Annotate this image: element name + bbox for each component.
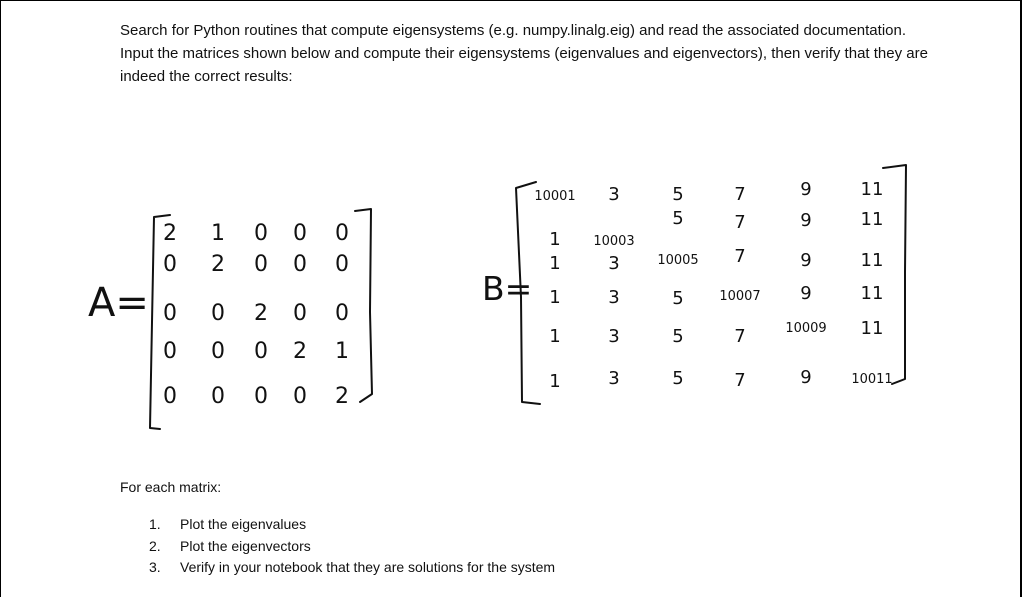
matrix-b-entry: 11 [860, 318, 884, 339]
matrix-b-entry: 11 [860, 209, 884, 230]
matrix-b-entry: 3 [608, 287, 620, 308]
matrix-a-right-bracket [355, 209, 372, 402]
matrix-b-label: B= [482, 269, 533, 308]
matrix-b-entry: 7 [734, 212, 746, 233]
matrix-a-entry: 0 [293, 384, 307, 409]
matrix-a-entry: 0 [254, 384, 268, 409]
matrix-a-entry: 0 [335, 221, 349, 246]
task-number: 2. [149, 537, 161, 554]
matrix-b-entry: 9 [800, 179, 812, 200]
matrix-b-entry: 5 [672, 368, 684, 389]
matrix-b-entry: 1 [549, 326, 561, 347]
matrix-b-entry: 5 [672, 288, 684, 309]
task-number: 1. [149, 516, 161, 532]
matrix-a-entry: 2 [293, 339, 307, 364]
task-item [149, 557, 555, 579]
matrix-a-entry: 2 [211, 252, 225, 277]
task-item [149, 514, 555, 536]
matrix-b-entry: 5 [672, 326, 684, 347]
matrix-a-entry: 0 [163, 339, 177, 364]
matrix-b-entry: 3 [608, 326, 620, 347]
intro-paragraph: Search for Python routines that compute eigensystems (e.g. numpy.linalg.eig) and read the associated documentation. Input the matrices shown below and compute their eigensystems (eigenvalues and eigenvectors), then verify that they are indeed the correct results: [120, 22, 928, 85]
task-text: Verify in your notebook that they are solutions for the system [180, 559, 556, 575]
matrix-b-entry: 7 [734, 370, 746, 391]
matrix-b-entry: 11 [860, 179, 884, 200]
matrix-a-entry: 1 [335, 339, 349, 364]
matrix-b-entry: 10011 [851, 372, 893, 387]
matrix-a-entry: 2 [163, 221, 177, 246]
matrix-b-entry: 9 [800, 367, 812, 388]
matrix-b-right-bracket [883, 165, 906, 384]
matrix-a-entry: 0 [254, 221, 268, 246]
matrix-a-entry: 0 [293, 252, 307, 277]
matrix-a-entry: 0 [163, 252, 177, 277]
matrix-a-entry: 0 [211, 339, 225, 364]
matrix-b-entry: 3 [608, 368, 620, 389]
matrix-b-entry: 7 [734, 246, 746, 267]
matrix-b-entry: 1 [549, 229, 561, 250]
matrix-a [88, 209, 372, 429]
matrix-a-entry: 0 [163, 301, 177, 326]
matrix-b-entry: 7 [734, 326, 746, 347]
matrix-b-entry: 9 [800, 250, 812, 271]
task-text: Plot the eigenvalues [180, 516, 307, 532]
matrix-a-entry: 0 [163, 384, 177, 409]
task-item [149, 536, 555, 558]
matrix-b-entry: 3 [608, 253, 620, 274]
matrix-a-entry: 0 [211, 301, 225, 326]
matrix-b-entry: 3 [608, 184, 620, 205]
matrix-b-entry: 11 [860, 283, 884, 304]
matrix-b-entry: 1 [549, 253, 561, 274]
matrix-a-entry: 0 [293, 221, 307, 246]
matrix-a-entry: 0 [335, 252, 349, 277]
matrix-a-entry: 0 [254, 252, 268, 277]
matrix-b-entry: 11 [860, 250, 884, 271]
matrix-a-label: A= [88, 280, 149, 326]
matrix-b-entry: 9 [800, 210, 812, 231]
matrix-b-entry: 10005 [657, 253, 699, 268]
matrix-a-entry: 0 [254, 339, 268, 364]
matrix-b-entry: 5 [672, 208, 684, 229]
matrix-a-entry: 1 [211, 221, 225, 246]
for-each-label: For each matrix: [120, 479, 222, 495]
matrix-b-entry: 5 [672, 184, 684, 205]
matrix-b-entry: 1 [549, 371, 561, 392]
task-text: Plot the eigenvectors [180, 537, 311, 554]
task-number: 3. [149, 559, 161, 575]
task-list [149, 514, 555, 579]
matrix-a-entry: 2 [254, 301, 268, 326]
matrix-a-entry: 0 [293, 301, 307, 326]
matrix-a-entry: 2 [335, 384, 349, 409]
matrix-b-entry: 9 [800, 283, 812, 304]
matrix-b-entry: 1 [549, 287, 561, 308]
matrix-a-entry: 0 [211, 384, 225, 409]
matrix-b-entry: 10009 [785, 321, 827, 336]
matrix-b-entry: 10001 [534, 189, 576, 204]
matrix-b-entry: 10003 [593, 234, 635, 249]
matrix-b-entry: 10007 [719, 289, 761, 304]
matrix-a-entry: 0 [335, 301, 349, 326]
matrix-b [482, 165, 906, 404]
matrix-b-entry: 7 [734, 184, 746, 205]
